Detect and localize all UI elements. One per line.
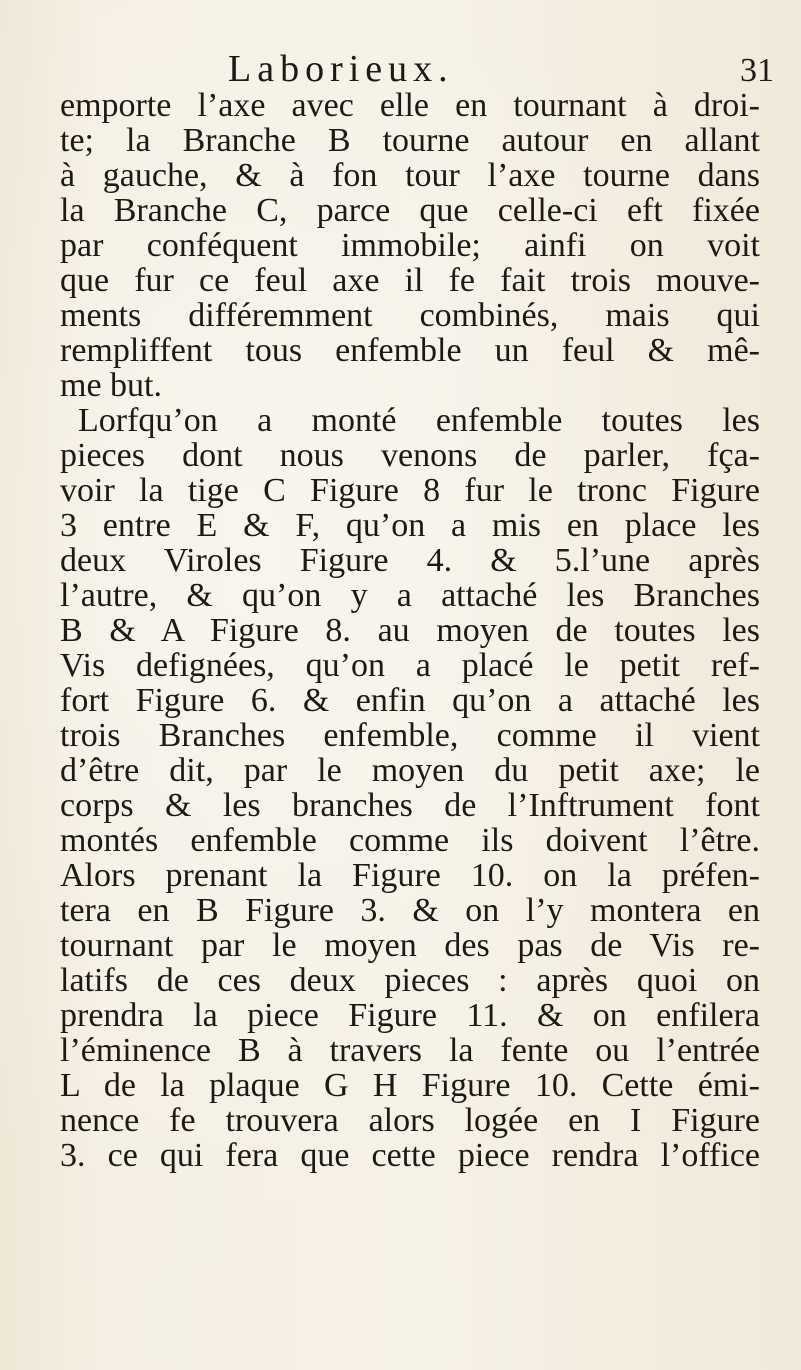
text-line: voir la tige C Figure 8 fur le tronc Figure xyxy=(60,472,760,509)
body-text xyxy=(60,88,760,1173)
text-line: la Branche C, parce que celle-ci eft fixée xyxy=(60,192,760,229)
text-line: 3 entre E & F, qu’on a mis en place les xyxy=(60,507,760,544)
text-line: l’autre, & qu’on y a attaché les Branches xyxy=(60,577,760,614)
text-line: latifs de ces deux pieces : après quoi on xyxy=(60,962,760,999)
text-line: fort Figure 6. & enfin qu’on a attaché les xyxy=(60,682,760,719)
text-line: B & A Figure 8. au moyen de toutes les xyxy=(60,612,760,649)
text-line: tera en B Figure 3. & on l’y montera en xyxy=(60,892,760,929)
text-line: d’être dit, par le moyen du petit axe; le xyxy=(60,752,760,789)
text-line: emporte l’axe avec elle en tournant à droi- xyxy=(60,87,760,124)
running-head: Laborieux. xyxy=(228,48,454,90)
text-line: Vis defignées, qu’on a placé le petit ref- xyxy=(60,647,760,684)
text-line: rempliffent tous enfemble un feul & mê- xyxy=(60,332,760,369)
text-line: nence fe trouvera alors logée en I Figure xyxy=(60,1102,760,1139)
paragraph-start-line: Lorfqu’on a monté enfemble toutes les xyxy=(78,402,760,439)
text-line: montés enfemble comme ils doivent l’être. xyxy=(60,822,760,859)
text-line: Alors prenant la Figure 10. on la préfen- xyxy=(60,857,760,894)
text-line: trois Branches enfemble, comme il vient xyxy=(60,717,760,754)
text-line: pieces dont nous venons de parler, fça- xyxy=(60,437,760,474)
text-line: 3. ce qui fera que cette piece rendra l’office xyxy=(60,1137,760,1174)
page-number: 31 xyxy=(740,52,774,89)
text-line: ments différemment combinés, mais qui xyxy=(60,297,760,334)
text-line: l’éminence B à travers la fente ou l’entrée xyxy=(60,1032,760,1069)
text-line: corps & les branches de l’Inftrument font xyxy=(60,787,760,824)
text-line: me but. xyxy=(60,367,162,404)
text-line: par conféquent immobile; ainfi on voit xyxy=(60,227,760,264)
text-line: deux Viroles Figure 4. & 5.l’une après xyxy=(60,542,760,579)
text-line: te; la Branche B tourne autour en allant xyxy=(60,122,760,159)
text-line: que fur ce feul axe il fe fait trois mouve- xyxy=(60,262,760,299)
text-line: L de la plaque G H Figure 10. Cette émi- xyxy=(60,1067,760,1104)
text-line: prendra la piece Figure 11. & on enfilera xyxy=(60,997,760,1034)
text-line: tournant par le moyen des pas de Vis re- xyxy=(60,927,760,964)
text-line: à gauche, & à fon tour l’axe tourne dans xyxy=(60,157,760,194)
